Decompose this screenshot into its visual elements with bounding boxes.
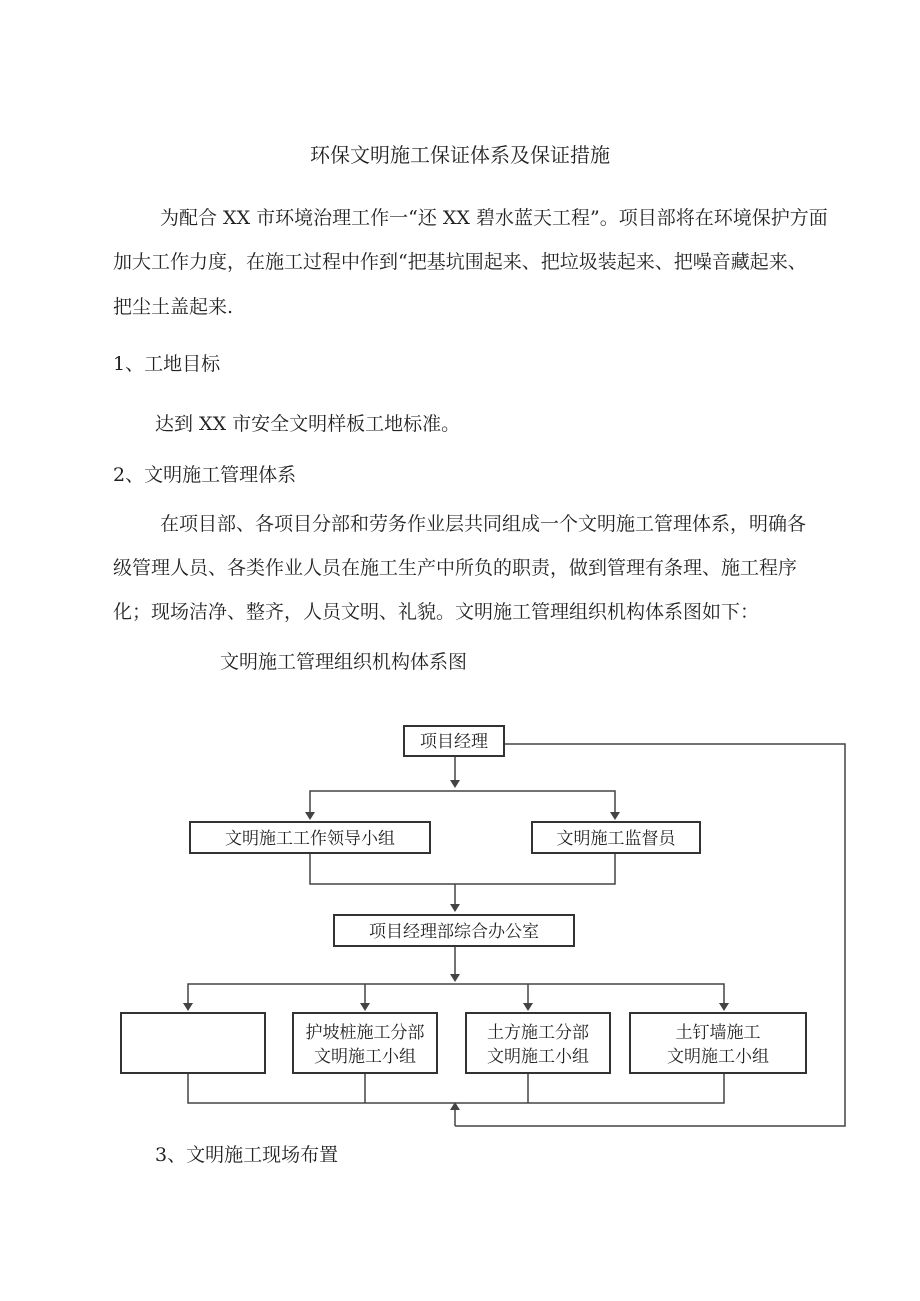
connector-merge-mid: [310, 853, 615, 884]
arrow-to-office: [450, 904, 460, 912]
node-slope-pile-line-2: 文明施工小组: [314, 1047, 416, 1067]
section-2-heading: 2、文明施工管理体系: [113, 464, 297, 486]
org-chart: [0, 700, 920, 1140]
node-general-office: [334, 915, 574, 946]
node-leading-group: [190, 822, 430, 853]
intro-line-2: 加大工作力度，在施工过程中作到“把基坑围起来、把垃圾装起来、把噪音藏起来、: [113, 251, 807, 273]
section-2-para-line-1: 在项目部、各项目分部和劳务作业层共同组成一个文明施工管理体系，明确各: [160, 513, 807, 535]
org-chart-title: 文明施工管理组织机构体系图: [220, 651, 468, 673]
section-3-heading: 3、文明施工现场布置: [155, 1144, 339, 1166]
arrow-to-supervisor: [610, 812, 620, 820]
node-supervisor-label: 文明施工监督员: [556, 829, 676, 849]
intro-line-3: 把尘土盖起来.: [113, 296, 234, 318]
node-earthwork-line-1: 土方施工分部: [487, 1023, 589, 1043]
section-2-para-line-2: 级管理人员、各类作业人员在施工生产中所负的职责，做到管理有条理、施工程序: [113, 557, 798, 579]
arrow-pm-down: [450, 780, 460, 788]
node-project-manager: [404, 726, 504, 756]
node-soil-nail-line-2: 文明施工小组: [667, 1047, 769, 1067]
intro-line-1: 为配合 XX 市环境治理工作一“还 XX 碧水蓝天工程”。项目部将在环境保护方面: [160, 207, 828, 229]
document-title: 环保文明施工保证体系及保证措施: [310, 143, 610, 167]
section-1-body: 达到 XX 市安全文明样板工地标准。: [155, 413, 461, 435]
node-slope-pile-line-1: 护坡桩施工分部: [305, 1023, 425, 1043]
section-2-para-line-3: 化；现场洁净、整齐，人员文明、礼貌。文明施工管理组织机构体系图如下：: [113, 601, 760, 623]
node-project-manager-label: 项目经理: [420, 732, 488, 752]
arrow-to-earthwork: [523, 1003, 533, 1011]
connector-merge-bottom: [188, 1073, 724, 1103]
node-general-office-label: 项目经理部综合办公室: [369, 922, 539, 942]
node-blank-unit: [121, 1013, 265, 1073]
arrow-office-down: [450, 974, 460, 982]
connector-split-top: [310, 791, 615, 812]
node-slope-pile: [293, 1013, 437, 1073]
node-soil-nail: [630, 1013, 806, 1073]
arrow-to-blank-unit: [183, 1003, 193, 1011]
section-1-heading: 1、工地目标: [113, 353, 221, 375]
node-supervisor: [532, 822, 700, 853]
node-earthwork: [466, 1013, 610, 1073]
connector-split-bottom: [188, 984, 724, 1004]
arrow-to-soil-nail: [719, 1003, 729, 1011]
node-soil-nail-line-1: 土钉墙施工: [675, 1023, 761, 1043]
node-earthwork-line-2: 文明施工小组: [487, 1047, 589, 1067]
arrow-to-slope-pile: [360, 1003, 370, 1011]
node-leading-group-label: 文明施工工作领导小组: [225, 829, 395, 849]
arrow-to-leading-group: [305, 812, 315, 820]
